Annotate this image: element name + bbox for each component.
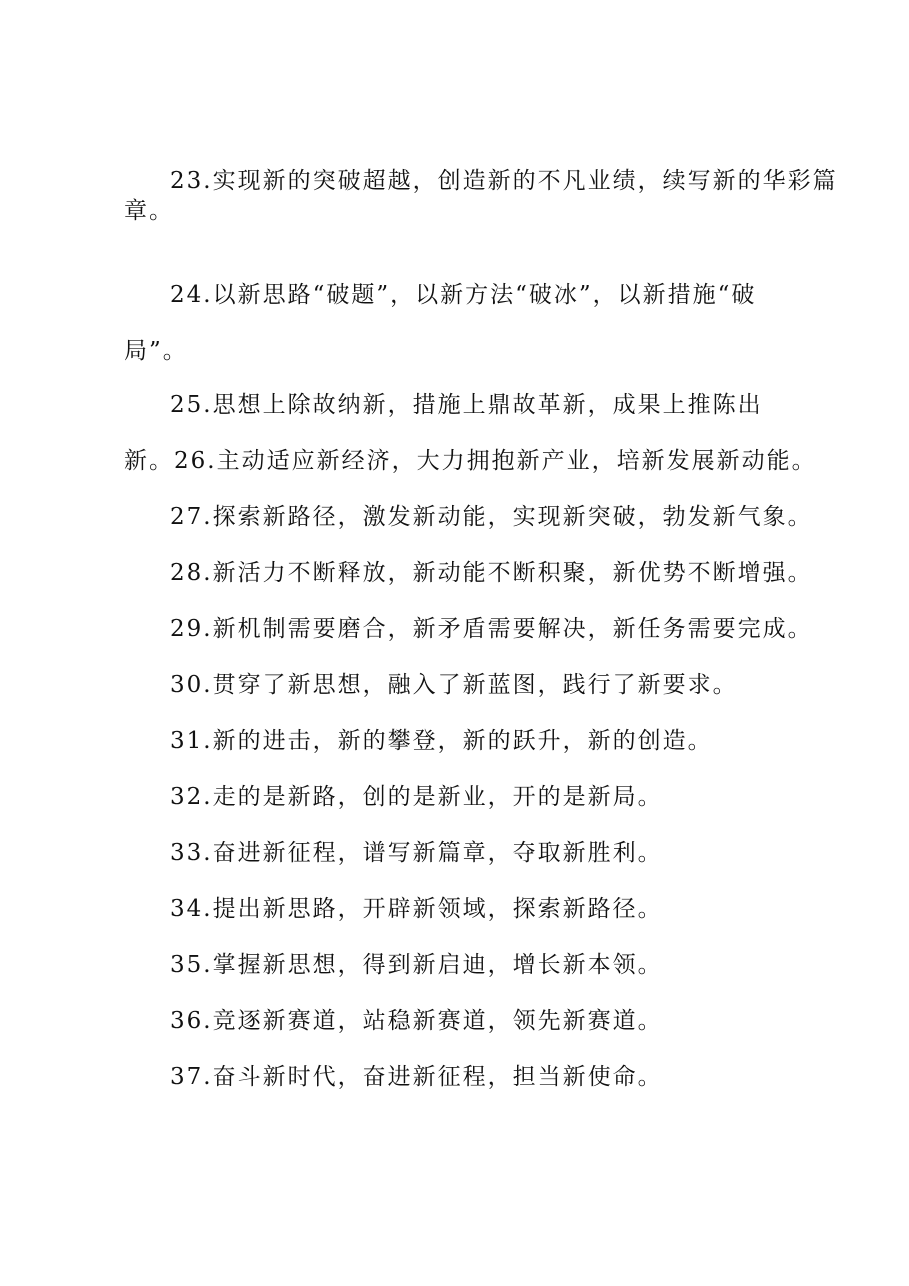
text-line-31: 31.新的进击，新的攀登，新的跃升，新的创造。 [170, 728, 713, 754]
text-line-36: 36.竞逐新赛道，站稳新赛道，领先新赛道。 [170, 1008, 663, 1034]
text-line-29: 29.新机制需要磨合，新矛盾需要解决，新任务需要完成。 [170, 616, 813, 642]
text-line-24-cont: 局”。 [124, 338, 188, 364]
text-line-23: 23.实现新的突破超越，创造新的不凡业绩，续写新的华彩篇 [170, 168, 838, 194]
text-line-28: 28.新活力不断释放，新动能不断积聚，新优势不断增强。 [170, 560, 813, 586]
text-line-24: 24.以新思路“破题”，以新方法“破冰”，以新措施“破 [170, 282, 757, 308]
text-line-33: 33.奋进新征程，谱写新篇章，夺取新胜利。 [170, 840, 663, 866]
text-line-27: 27.探索新路径，激发新动能，实现新突破，勃发新气象。 [170, 504, 813, 530]
text-line-25: 25.思想上除故纳新，措施上鼎故革新，成果上推陈出 [170, 392, 763, 418]
text-line-32: 32.走的是新路，创的是新业，开的是新局。 [170, 784, 663, 810]
text-line-25-26: 新。26.主动适应新经济，大力拥抱新产业，培新发展新动能。 [124, 448, 817, 474]
text-line-23-cont: 章。 [124, 198, 174, 224]
text-line-30: 30.贯穿了新思想，融入了新蓝图，践行了新要求。 [170, 672, 738, 698]
text-line-34: 34.提出新思路，开辟新领域，探索新路径。 [170, 896, 663, 922]
text-line-35: 35.掌握新思想，得到新启迪，增长新本领。 [170, 952, 663, 978]
text-line-37: 37.奋斗新时代，奋进新征程，担当新使命。 [170, 1064, 663, 1090]
